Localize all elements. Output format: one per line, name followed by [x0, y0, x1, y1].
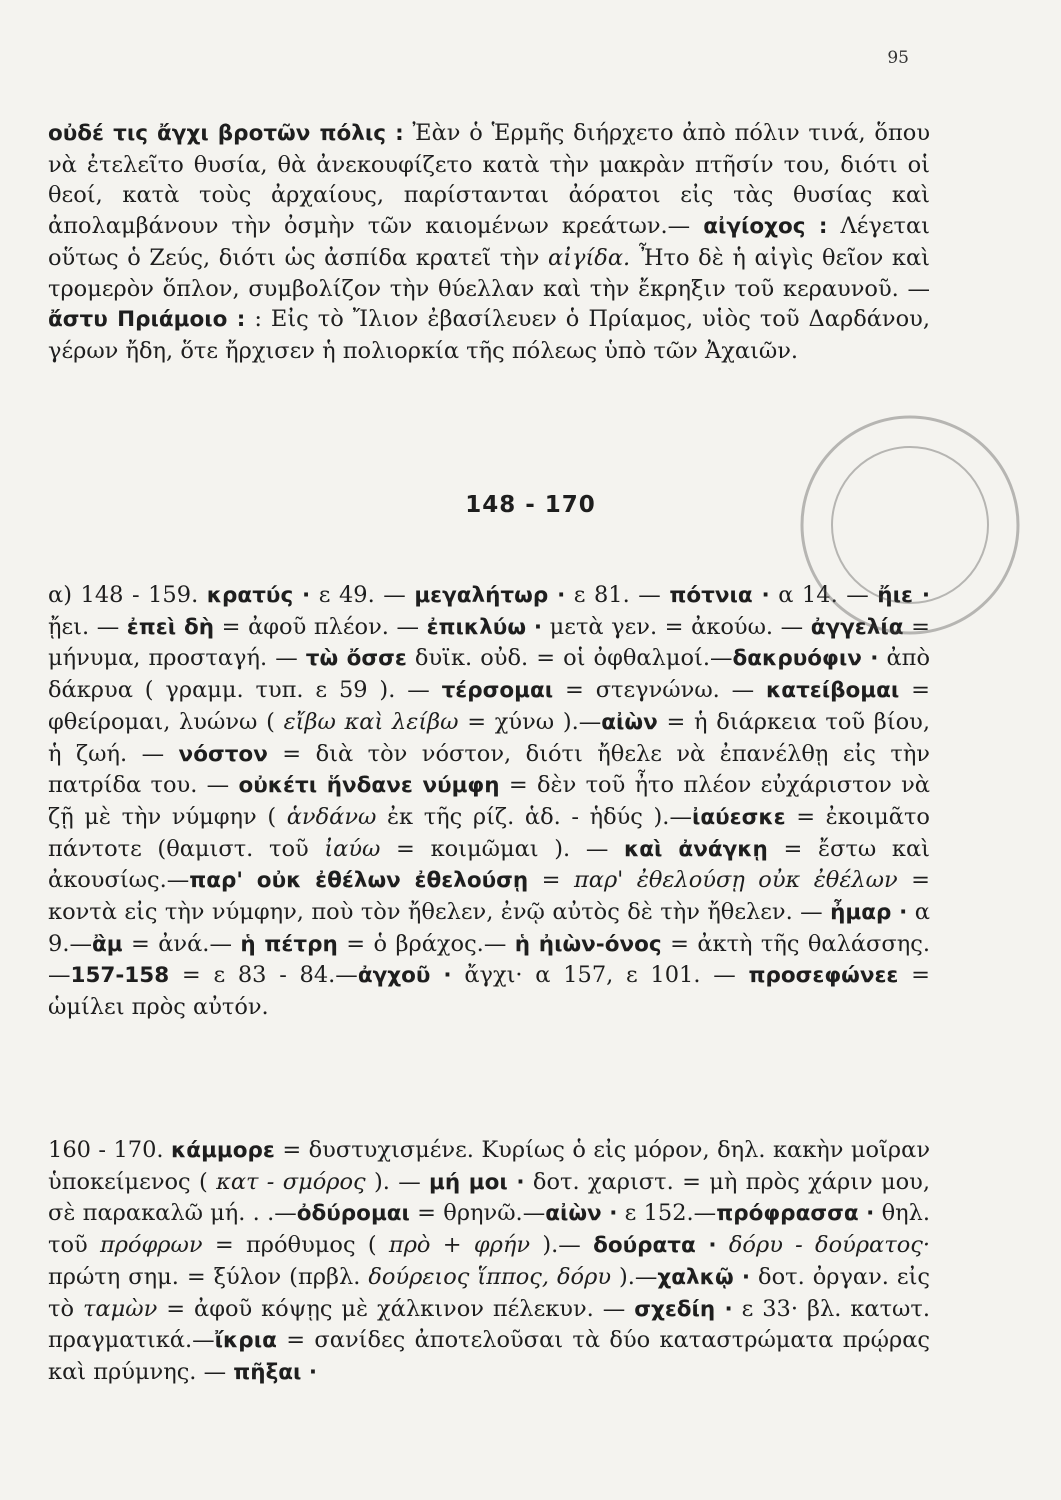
gloss-text: = ὁ βράχος.—	[337, 930, 515, 957]
lemma: αἰὼν	[601, 709, 658, 735]
lemma: κρατύς ·	[206, 583, 311, 608]
gloss-text: θηλ. τοῦ	[48, 1200, 931, 1259]
gloss-text: 160 - 170.	[48, 1137, 172, 1163]
italic-text: πρὸ + φρήν	[388, 1232, 531, 1259]
gloss-text: = ὡμίλει πρὸς αὐτόν.	[48, 962, 930, 1021]
gloss-text: Ἦτο δὲ ἡ αἰγὶς θεῖον καὶ τρομερὸν ὅπλον, συμβολίζον τὴν θύελλαν καὶ τὴν ἔκρηξιν τοῦ κεραυνοῦ. —	[48, 244, 931, 302]
lemma: μεγαλήτωρ ·	[414, 583, 566, 608]
italic-text: πρόφρων	[99, 1232, 203, 1259]
gloss-text	[717, 1232, 729, 1258]
gloss-text: : Εἰς τὸ Ἴλιον ἐβασίλευεν ὁ Πρίαμος, υἱὸς τοῦ Δαρδάνου, γέρων ἤδη, ὅτε ἤρχισεν ἡ πολιορκία τῆς πόλεως ὑπὸ τῶν Ἀχαιῶν.	[48, 306, 930, 364]
lemma: ἀγγελία	[810, 614, 904, 640]
lemma: οὐδέ τις ἄγχι βροτῶν πόλις :	[48, 121, 404, 146]
gloss-text: = πρόθυμος (	[202, 1232, 389, 1259]
lemma: ἄστυ Πριάμοιο :	[48, 307, 246, 333]
lemma: ἦμαρ ·	[830, 900, 908, 926]
gloss-text: = ε 83 - 84.—	[169, 962, 358, 989]
lemma: σχεδίη ·	[634, 1296, 733, 1322]
lemma: νόστον	[178, 741, 268, 767]
gloss-text: πρώτη σημ. = ξύλον (πρβλ.	[48, 1263, 369, 1290]
gloss-text: δοτ. ὀργαν. εἰς τὸ	[48, 1263, 930, 1322]
lemma: ἰαύεσκε	[691, 804, 786, 830]
gloss-text: = μήνυμα, προσταγή. —	[48, 613, 930, 672]
italic-text: ταμὼν	[82, 1295, 158, 1322]
lemma: ἐπικλύω ·	[426, 614, 543, 640]
italic-text: αἰγίδα.	[548, 244, 631, 271]
gloss-text: δοτ. χαριστ. = μὴ πρὸς χάριν μου, σὲ παρακαλῶ μή. . .—	[48, 1168, 931, 1227]
lemma: ἐπεὶ δὴ	[126, 614, 215, 640]
gloss-text: = ἔστω καὶ ἀκουσίως.—	[48, 835, 930, 894]
gloss-text: = κοιμῶμαι ). —	[380, 835, 625, 862]
gloss-text: = ἐκοιμᾶτο πάντοτε (θαμιστ. τοῦ	[48, 803, 930, 862]
gloss-text: ).—	[611, 1263, 658, 1290]
lemma: ἂμ	[91, 931, 123, 957]
lemma: πότνια ·	[669, 583, 770, 608]
lemma: μή μοι ·	[429, 1169, 525, 1195]
lemma: αἰὼν ·	[545, 1201, 618, 1227]
italic-text: κατ - σμόρος	[216, 1168, 366, 1195]
italic-text: παρ' ἐθελούσῃ οὐκ ἐθέλων	[573, 867, 898, 894]
library-stamp	[790, 405, 1030, 645]
gloss-text: α) 148 - 159.	[48, 582, 207, 608]
gloss-text: = ἀνά.—	[122, 930, 241, 957]
section-heading: 148 - 170	[465, 492, 596, 518]
italic-text: ἁνδάνω	[286, 803, 377, 830]
gloss-text: = ἀφοῦ κόψῃς μὲ χάλκινον πέλεκυν. —	[157, 1295, 635, 1322]
gloss-text: = δυστυχισμένε. Κυρίως ὁ εἰς μόρον, δηλ. κακὴν μοῖραν ὑποκείμενος (	[48, 1137, 931, 1195]
lemma: παρ' οὐκ ἐθέλων ἐθελούσῃ	[189, 868, 529, 894]
gloss-text: ε 81. —	[565, 582, 670, 608]
lemma: αἰγίοχος :	[703, 214, 828, 240]
gloss-text: ἄγχι· α 157, ε 101. —	[451, 962, 749, 989]
gloss-text: ε 152.—	[617, 1200, 717, 1227]
lemma: πῆξαι ·	[233, 1359, 318, 1385]
commentary-paragraph-1	[48, 118, 930, 367]
gloss-text: ἐκ τῆς ρίζ. ἁδ. - ἡδύς ).—	[376, 803, 692, 830]
gloss-text: ). —	[365, 1168, 430, 1195]
gloss-text: = χύνω ).—	[458, 708, 602, 735]
lemma: τέρσομαι	[441, 678, 554, 704]
gloss-text: δυϊκ. οὐδ. = οἱ ὀφθαλμοί.—	[406, 645, 733, 672]
page-number: 95	[887, 48, 909, 68]
lemma: καὶ ἀνάγκῃ	[624, 836, 768, 862]
gloss-text: = ἀφοῦ πλέον. —	[214, 613, 427, 640]
lemma: τὼ ὄσσε	[305, 646, 407, 672]
lemma: ἴκρια	[214, 1328, 277, 1354]
gloss-text: =	[528, 867, 574, 894]
lemma: προσεφώνεε	[748, 963, 899, 989]
lemma: οὐκέτι ἥνδανε νύμφη	[238, 773, 500, 799]
gloss-text: ε 33· βλ. κατωτ. πραγματικά.—	[48, 1295, 930, 1354]
gloss-text: α 9.—	[48, 899, 930, 957]
italic-text: δόρυ - δούρατος·	[728, 1232, 930, 1259]
lemma: κατείβομαι	[766, 678, 900, 704]
lemma: ἡ πέτρη	[240, 931, 338, 957]
lemma: χαλκῷ ·	[657, 1264, 751, 1290]
gloss-text: ᾔει. —	[48, 613, 127, 640]
gloss-text: = σανίδες ἀποτελοῦσαι τὰ δύο καταστρώματα πρῴρας καὶ πρύμνης. —	[48, 1327, 930, 1385]
lemma: 157-158	[70, 963, 170, 989]
italic-text: ἰαύω	[324, 835, 381, 862]
gloss-text: Ἐὰν ὁ Ἑρμῆς διήρχετο ἀπὸ πόλιν τινά, ὅπου νὰ ἐτελεῖτο θυσία, θὰ ἀνεκουφίζετο κατὰ τὴν μακρὰν πτῆσίν του, διότι οἱ θεοί, κατὰ τοὺς ἀρχαίους, παρίστανται ἀόρατοι εἰς τὰς θυσίας καὶ ἀπολαμβάνουν τὴν ὀσμὴν τῶν καιομένων κρεάτων.—	[48, 120, 930, 240]
italic-text: εἴβω καὶ λείβω	[283, 708, 459, 735]
lemma: κάμμορε	[171, 1138, 275, 1163]
gloss-text: = κοντὰ εἰς τὴν νύμφην, ποὺ τὸν ἤθελεν, ἐνῷ αὐτὸς δὲ τὴν ἤθελεν. —	[48, 867, 930, 926]
lemma: ἤιε ·	[877, 583, 930, 608]
gloss-text: ε 49. —	[310, 582, 415, 608]
gloss-text: = ἀκτὴ τῆς θαλάσσης.—	[48, 930, 931, 989]
gloss-text: = φθείρομαι, λυώνω (	[48, 677, 930, 735]
lemma: δούρατα ·	[593, 1233, 717, 1259]
lemma: δακρυόφιν ·	[732, 646, 879, 672]
gloss-text: = στεγνώνω. —	[553, 677, 767, 704]
lemma: πρόφρασσα ·	[716, 1201, 875, 1227]
gloss-text: ).—	[530, 1232, 594, 1259]
lemma: ἀγχοῦ ·	[357, 963, 452, 989]
lemma: ὀδύρομαι	[296, 1201, 410, 1227]
gloss-text: = ἡ διάρκεια τοῦ βίου, ἡ ζωή. —	[48, 708, 931, 767]
gloss-text: μετὰ γεν. = ἀκούω. —	[542, 613, 811, 640]
commentary-paragraph-3	[48, 1135, 930, 1389]
gloss-text: = θρηνῶ.—	[409, 1200, 546, 1227]
lemma: ἡ ἠιὼν-όνος	[514, 931, 662, 957]
gloss-text: Λέγεται οὕτως ὁ Ζεύς, διότι ὡς ἀσπίδα κρατεῖ τὴν	[48, 213, 931, 271]
gloss-text: = δὲν τοῦ ἦτο πλέον εὐχάριστον νὰ ζῇ μὲ τὴν νύμφην (	[48, 772, 930, 830]
italic-text: δούρειος ἵππος, δόρυ	[368, 1263, 612, 1290]
gloss-text: = διὰ τὸν νόστον, διότι ἤθελε νὰ ἐπανέλθῃ εἰς τὴν πατρίδα του. —	[48, 740, 930, 799]
gloss-text: α 14. —	[769, 582, 878, 608]
commentary-paragraph-2	[48, 580, 930, 1023]
gloss-text: ἀπὸ δάκρυα ( γραμμ. τυπ. ε 59 ). —	[48, 645, 931, 704]
